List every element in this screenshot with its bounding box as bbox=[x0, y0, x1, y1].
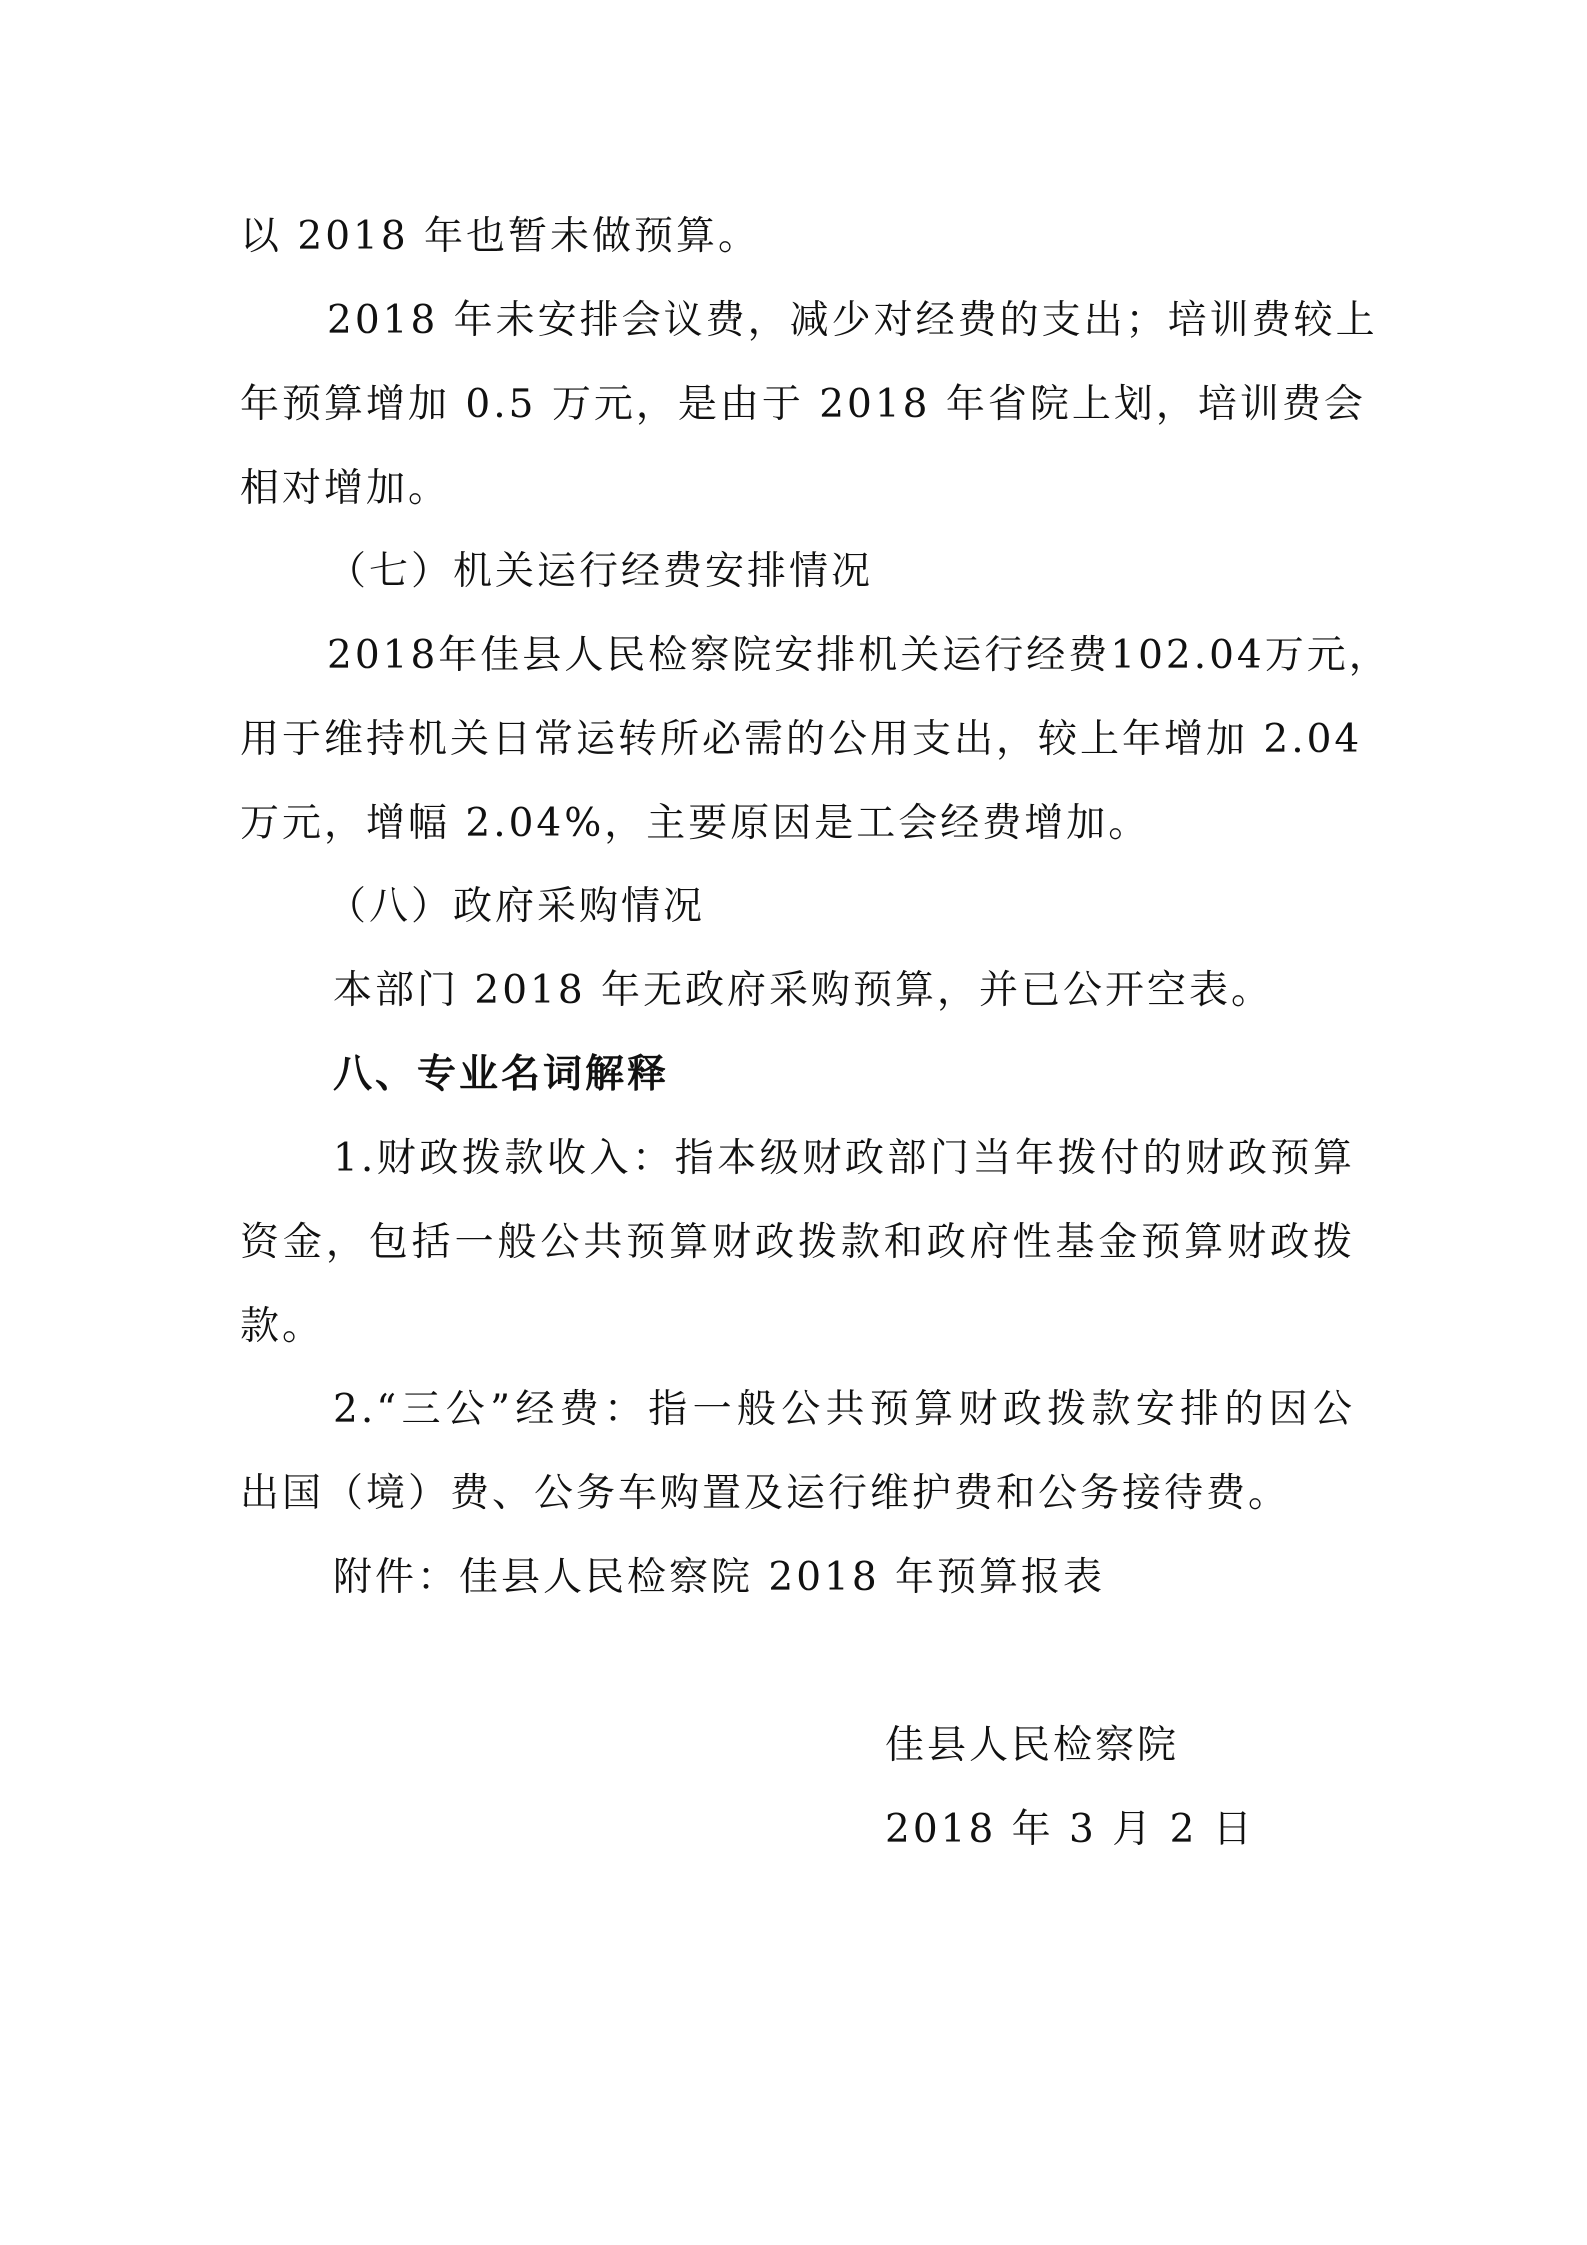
definition-line: 1.财政拨款收入：指本级财政部门当年拨付的财政预算 bbox=[333, 1136, 1355, 1181]
signature-org: 佳县人民检察院 bbox=[885, 1723, 1180, 1768]
paragraph-line: 相对增加。 bbox=[240, 466, 451, 511]
definition-line: 2.“三公”经费：指一般公共预算财政拨款安排的因公 bbox=[333, 1387, 1355, 1432]
paragraph-line: 万元，增幅 2.04%，主要原因是工会经费增加。 bbox=[240, 801, 1151, 846]
paragraph-line: 2018年佳县人民检察院安排机关运行经费102.04万元， bbox=[327, 633, 1391, 678]
subsection-heading-8: （八）政府采购情况 bbox=[327, 884, 706, 929]
paragraph-line: 以 2018 年也暂未做预算。 bbox=[240, 214, 761, 259]
paragraph-line: 年预算增加 0.5 万元，是由于 2018 年省院上划，培训费会 bbox=[240, 382, 1366, 427]
definition-line: 款。 bbox=[240, 1304, 325, 1349]
section-heading: 八、专业名词解释 bbox=[333, 1052, 670, 1097]
paragraph-line: 本部门 2018 年无政府采购预算，并已公开空表。 bbox=[333, 968, 1274, 1013]
signature-date: 2018 年 3 月 2 日 bbox=[885, 1807, 1255, 1852]
definition-line: 出国（境）费、公务车购置及运行维护费和公务接待费。 bbox=[240, 1471, 1291, 1516]
definition-line: 资金，包括一般公共预算财政拨款和政府性基金预算财政拨 bbox=[240, 1220, 1355, 1265]
paragraph-line: 2018 年未安排会议费，减少对经费的支出；培训费较上 bbox=[327, 298, 1378, 343]
subsection-heading-7: （七）机关运行经费安排情况 bbox=[327, 549, 874, 594]
paragraph-line: 用于维持机关日常运转所必需的公用支出，较上年增加 2.04 bbox=[240, 717, 1363, 762]
attachment-note: 附件：佳县人民检察院 2018 年预算报表 bbox=[333, 1555, 1106, 1600]
